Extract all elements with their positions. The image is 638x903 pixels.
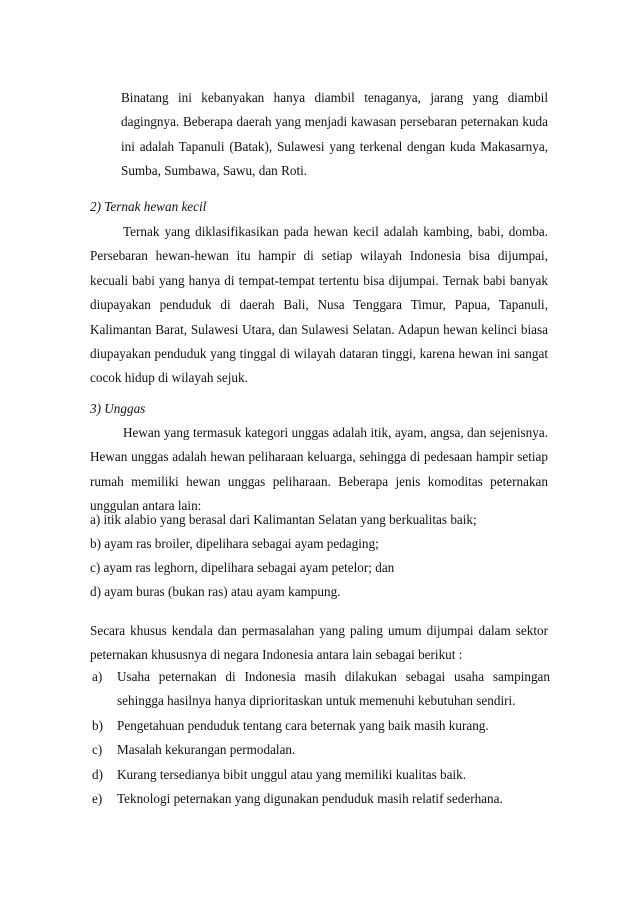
list-item-text: Teknologi peternakan yang digunakan penduduk masih relatif sederhana. bbox=[117, 791, 503, 807]
section-3-paragraph: Hewan yang termasuk kategori unggas adalah itik, ayam, angsa, dan sejenisnya. Hewan unggas adalah hewan peliharaan keluarga, sehingga di pedesaan hampir setiap rumah memiliki hewan unggas peliharaan. Beberapa jenis komoditas peternakan unggulan antara lain: bbox=[90, 425, 548, 514]
list-item bbox=[90, 787, 550, 811]
list-item bbox=[90, 665, 550, 714]
list-marker: b) bbox=[92, 717, 103, 733]
list-item-text: Pengetahuan penduduk tentang cara beternak yang baik masih kurang. bbox=[117, 717, 489, 733]
commodity-item: c) ayam ras leghorn, dipelihara sebagai ayam petelor; dan bbox=[90, 560, 395, 575]
section-3-heading: 3) Unggas bbox=[90, 401, 146, 416]
list-item bbox=[90, 714, 550, 738]
list-item-text: Masalah kekurangan permodalan. bbox=[117, 742, 296, 758]
list-marker: e) bbox=[92, 791, 103, 807]
commodity-item: a) itik alabio yang berasal dari Kalimantan Selatan yang berkualitas baik; bbox=[90, 512, 477, 527]
section-2-heading: 2) Ternak hewan kecil bbox=[90, 199, 207, 214]
commodity-item: d) ayam buras (bukan ras) atau ayam kampung. bbox=[90, 584, 341, 599]
section-2-paragraph: Ternak yang diklasifikasikan pada hewan kecil adalah kambing, babi, domba. Persebaran hewan-hewan itu hampir di setiap wilayah Indonesia bisa dijumpai, kecuali babi yang hanya di tempat-tempat tertentu bisa dijumpai. Ternak babi banyak diupayakan penduduk di daerah Bali, Nusa Tenggara Timur, Papua, Tapanuli, Kalimantan Barat, Sulawesi Utara, dan Sulawesi Selatan. Adapun hewan kelinci biasa diupayakan penduduk yang tinggal di wilayah dataran tinggi, karena hewan ini sangat cocok hidup di wilayah sejuk. bbox=[90, 224, 548, 386]
commodity-item: b) ayam ras broiler, dipelihara sebagai ayam pedaging; bbox=[90, 536, 379, 551]
problems-list bbox=[90, 665, 550, 811]
list-marker: d) bbox=[92, 766, 103, 782]
list-item bbox=[90, 763, 550, 787]
list-item-text: Kurang tersedianya bibit unggul atau yang memiliki kualitas baik. bbox=[117, 766, 467, 782]
list-marker: c) bbox=[92, 742, 103, 758]
list-item-text: Usaha peternakan di Indonesia masih dilakukan sebagai usaha sampingan sehingga hasilnya hanya diprioritaskan untuk memenuhi kebutuhan sendiri. bbox=[117, 669, 550, 709]
closing-paragraph: Secara khusus kendala dan permasalahan yang paling umum dijumpai dalam sektor peternakan khususnya di negara Indonesia antara lain sebagai berikut : bbox=[90, 623, 548, 663]
intro-paragraph: Binatang ini kebanyakan hanya diambil tenaganya, jarang yang diambil dagingnya. Beberapa daerah yang menjadi kawasan persebaran peternakan kuda ini adalah Tapanuli (Batak), Sulawesi yang terkenal dengan kuda Makasarnya, Sumba, Sumbawa, Sawu, dan Roti. bbox=[121, 90, 548, 179]
list-item bbox=[90, 738, 550, 762]
list-marker: a) bbox=[92, 669, 103, 684]
